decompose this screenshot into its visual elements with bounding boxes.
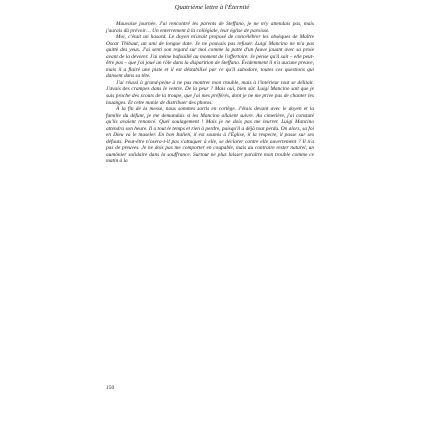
paragraph: Moi, c'était un hasard. Le doyen m'avait proposé de concélébrer les obsèques de Maître Oscar Thibaut, un ami de longue date. Je ne pouvais pas refuser. Luigi Mancino ne m'a pas quitté des yeux. J'ai senti son regard sur moi comme la patte d'un fauve jouant avec sa proie avant de la dévorer. J'ai même bafouillé au moment de l'offertoire. Je pense qu'il sait – elle peut-être pas – que j'ai joué un rôle dans la disparition de Steffano. Évidemment il n'a aucune preuve, mais il a flairé une piste et il est déstabilisé par ce qu'il subodore, toutes ces questions qui dansent dans sa tête.: [106, 34, 314, 80]
paragraph: J'ai réussi à grand-peine à ne pas montrer mon trouble, mais à l'intérieur tout se délitait. J'avais des crampes dans le ventre. De la peur ? Mais oui, bien sûr. Luigi Mancino sait que je suis proche des scouts de la troupe, que j'ai mes préférés, dont je ne me prive pas de chanter les louanges. Et cette manie de distribuer des photos.: [106, 79, 314, 106]
page-number: 150: [106, 385, 115, 391]
running-head: Quatrième lettre à l'Éternité: [174, 4, 250, 11]
body-text: [106, 21, 314, 165]
paragraph: À la fin de la messe, nous sommes sortis en cortège. J'étais devant avec le doyen et la famille du défunt, je me demandais si les Mancino allaient suivre. Au cimetière, j'ai constaté qu'ils avaient renoncé. Quel soulagement ! Mais je ne dois pas me leurrer. Luigi Mancino attendra son heure. Il a tout le temps et rien à perdre, puisqu'il a déjà tout perdu. On alors, sa foi en Dieu va le museler. En bon Italien, il est soumis à l'Église, il la respecte, il passe sur ses défauts. Peut-être n'osera-t-il pas s'attaquer à elle, se déclarer contre elle ouvertement ? Il n'a pas de preuves. Je ne dois pas me comporter en coupable, mais au contraire rester naturel, un aumônier solidaire dans la souffrance. Surtout ne plus laisser paraître mon trouble comme ce matin à la: [106, 106, 314, 165]
paragraph: Mauvaise journée. J'ai rencontré les parents de Steffano, je ne m'y attendais pas, mais j'aurais dû prévoir… Un enterrement à la collégiale, leur église de paroisse.: [106, 21, 314, 34]
